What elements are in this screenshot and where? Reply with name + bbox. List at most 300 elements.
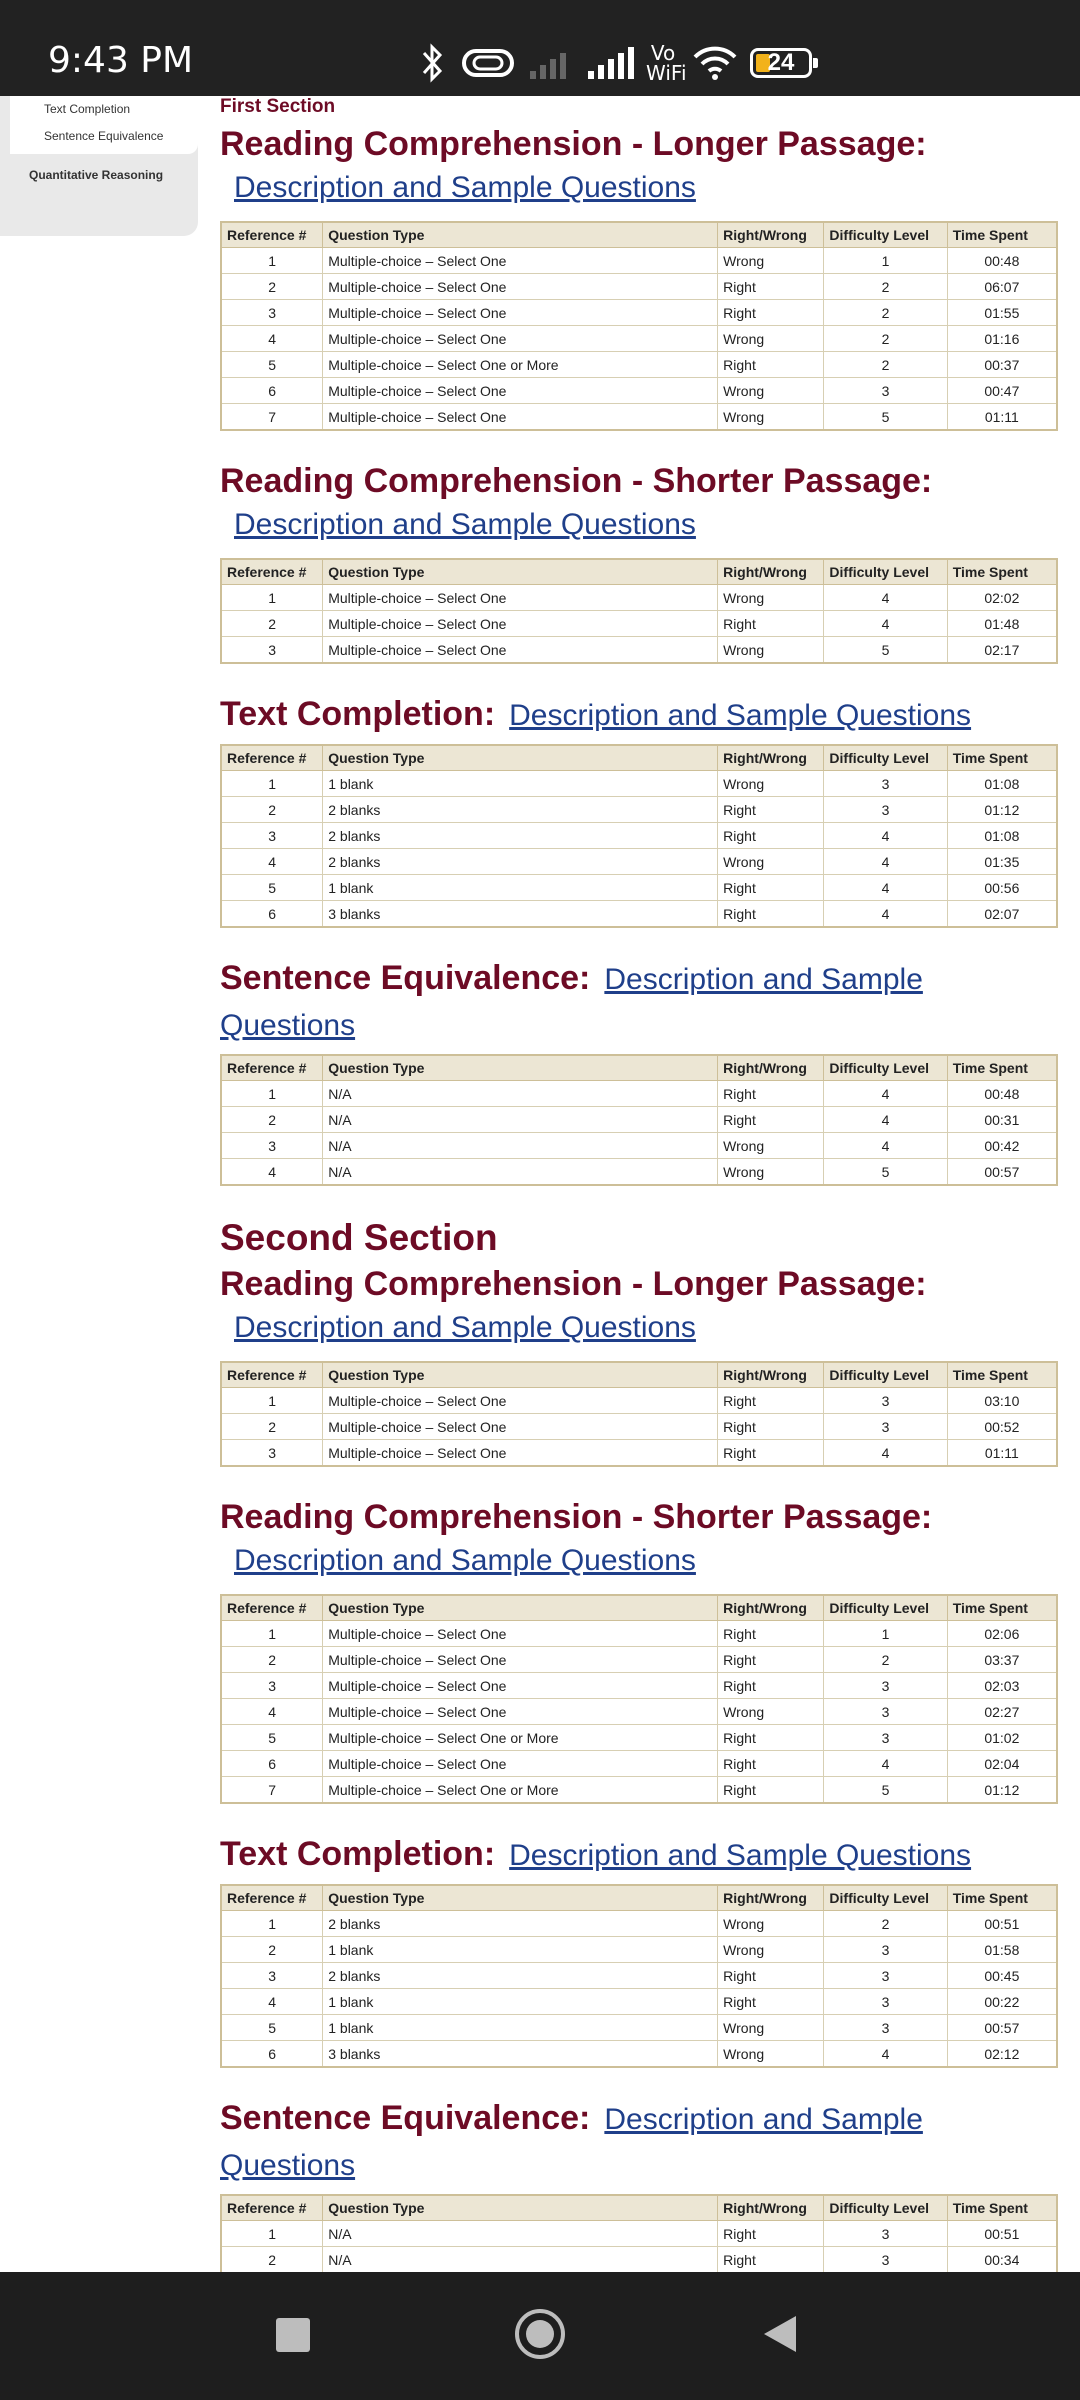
table-cell: 4 — [221, 849, 323, 875]
column-header: Difficulty Level — [824, 745, 947, 771]
table-cell: 00:56 — [947, 875, 1057, 901]
sidebar-item-text-completion[interactable]: Text Completion — [44, 102, 131, 116]
table-cell: 6 — [221, 378, 323, 404]
table-cell: 5 — [824, 1777, 947, 1804]
description-link[interactable]: Description and Sample Questions — [220, 963, 923, 1042]
table-cell: Right — [718, 611, 824, 637]
table-row — [221, 1777, 1057, 1804]
table-cell: 7 — [221, 1777, 323, 1804]
table-cell: 4 — [824, 2041, 947, 2068]
table-cell: 02:07 — [947, 901, 1057, 928]
table-cell: N/A — [323, 2221, 718, 2247]
table-row — [221, 1647, 1057, 1673]
table-cell: Right — [718, 1107, 824, 1133]
table-cell: 4 — [824, 611, 947, 637]
table-cell: 3 blanks — [323, 901, 718, 928]
description-link[interactable]: Description and Sample Questions — [234, 1311, 696, 1344]
table-cell: 00:45 — [947, 1963, 1057, 1989]
table-cell: 1 — [221, 1911, 323, 1937]
table-cell: Right — [718, 300, 824, 326]
table-cell: 2 — [221, 1414, 323, 1440]
table-cell: Right — [718, 1673, 824, 1699]
table-cell: 01:58 — [947, 1937, 1057, 1963]
table-cell: 01:55 — [947, 300, 1057, 326]
results-table — [220, 1054, 1058, 1186]
table-cell: Right — [718, 2247, 824, 2273]
table-cell: 2 — [221, 2247, 323, 2273]
table-cell: 01:08 — [947, 823, 1057, 849]
table-cell: 00:48 — [947, 248, 1057, 274]
table-cell: Right — [718, 1989, 824, 2015]
table-cell: 02:02 — [947, 585, 1057, 611]
group-title: Reading Comprehension - Longer Passage: — [220, 1265, 927, 1303]
status-icons — [418, 40, 812, 86]
column-header: Time Spent — [947, 559, 1057, 585]
signal-icon-sim2 — [528, 43, 574, 83]
column-header: Reference # — [221, 1595, 323, 1621]
group-title: Reading Comprehension - Shorter Passage: — [220, 1498, 933, 1536]
table-cell: Multiple-choice – Select One — [323, 248, 718, 274]
table-cell: 00:57 — [947, 2015, 1057, 2041]
table-cell: 1 — [221, 1081, 323, 1107]
table-cell: 4 — [824, 1107, 947, 1133]
table-cell: 2 — [221, 797, 323, 823]
table-cell: 2 blanks — [323, 1963, 718, 1989]
battery-icon — [750, 48, 812, 78]
link-line — [220, 1306, 1060, 1355]
table-cell: 2 blanks — [323, 823, 718, 849]
table-row — [221, 611, 1057, 637]
table-cell: Right — [718, 875, 824, 901]
table-cell: Right — [718, 1388, 824, 1414]
table-cell: 5 — [221, 875, 323, 901]
table-cell: Multiple-choice – Select One — [323, 326, 718, 352]
table-cell: 1 — [221, 771, 323, 797]
description-link[interactable]: Description and Sample Questions — [509, 1839, 972, 1872]
table-row — [221, 1963, 1057, 1989]
column-header: Time Spent — [947, 745, 1057, 771]
table-row — [221, 2221, 1057, 2247]
spacer — [220, 1467, 1060, 1495]
score-report-content — [220, 96, 1060, 2354]
table-cell: 3 — [824, 378, 947, 404]
table-cell: 00:34 — [947, 2247, 1057, 2273]
table-cell: 3 — [824, 2221, 947, 2247]
results-table — [220, 1361, 1058, 1467]
table-cell: Multiple-choice – Select One — [323, 585, 718, 611]
table-cell: 01:08 — [947, 771, 1057, 797]
table-cell: Wrong — [718, 849, 824, 875]
column-header: Right/Wrong — [718, 1362, 824, 1388]
column-header: Question Type — [323, 1362, 718, 1388]
table-cell: 00:42 — [947, 1133, 1057, 1159]
table-cell: 02:17 — [947, 637, 1057, 664]
table-cell: Multiple-choice – Select One — [323, 378, 718, 404]
table-header-row — [221, 2195, 1057, 2221]
table-row — [221, 1081, 1057, 1107]
table-cell: 3 — [824, 1937, 947, 1963]
results-table — [220, 221, 1058, 431]
table-cell: Wrong — [718, 771, 824, 797]
table-cell: Multiple-choice – Select One — [323, 1751, 718, 1777]
sidebar-item-sentence-equivalence[interactable]: Sentence Equivalence — [44, 129, 164, 143]
column-header: Time Spent — [947, 222, 1057, 248]
table-row — [221, 1937, 1057, 1963]
table-row — [221, 248, 1057, 274]
table-cell: 3 — [824, 2015, 947, 2041]
spacer — [220, 431, 1060, 459]
table-cell: 4 — [824, 1751, 947, 1777]
table-cell: 6 — [221, 2041, 323, 2068]
table-cell: 3 — [824, 2247, 947, 2273]
table-cell: Wrong — [718, 2041, 824, 2068]
table-cell: Right — [718, 797, 824, 823]
column-header: Reference # — [221, 222, 323, 248]
table-cell: 3 — [221, 823, 323, 849]
table-cell: Right — [718, 1751, 824, 1777]
table-row — [221, 1699, 1057, 1725]
table-cell: 01:02 — [947, 1725, 1057, 1751]
table-cell: 01:12 — [947, 1777, 1057, 1804]
table-cell: Multiple-choice – Select One — [323, 1699, 718, 1725]
table-cell: 5 — [221, 1725, 323, 1751]
table-row — [221, 585, 1057, 611]
table-cell: 3 blanks — [323, 2041, 718, 2068]
column-header: Right/Wrong — [718, 2195, 824, 2221]
table-row — [221, 2247, 1057, 2273]
table-cell: 3 — [221, 1673, 323, 1699]
table-cell: Wrong — [718, 1911, 824, 1937]
column-header: Reference # — [221, 1362, 323, 1388]
table-cell: Wrong — [718, 2015, 824, 2041]
table-cell: 2 — [221, 274, 323, 300]
table-header-row — [221, 559, 1057, 585]
table-cell: Multiple-choice – Select One or More — [323, 352, 718, 378]
section-title: Second Section — [220, 1217, 498, 1258]
sidebar-item-quantitative-reasoning[interactable]: Quantitative Reasoning — [29, 168, 164, 182]
table-cell: 1 — [221, 585, 323, 611]
table-cell: 1 blank — [323, 875, 718, 901]
group-title: Reading Comprehension - Longer Passage: — [220, 125, 927, 163]
column-header: Difficulty Level — [824, 1362, 947, 1388]
table-cell: 00:37 — [947, 352, 1057, 378]
table-cell: 1 blank — [323, 1989, 718, 2015]
table-row — [221, 1133, 1057, 1159]
table-cell: 01:48 — [947, 611, 1057, 637]
table-row — [221, 1673, 1057, 1699]
table-cell: Right — [718, 901, 824, 928]
table-cell: 2 — [221, 1647, 323, 1673]
table-row — [221, 1388, 1057, 1414]
table-header-row — [221, 1595, 1057, 1621]
table-row — [221, 2041, 1057, 2068]
column-header: Reference # — [221, 1055, 323, 1081]
table-cell: 2 — [824, 326, 947, 352]
column-header: Question Type — [323, 2195, 718, 2221]
table-cell: 1 blank — [323, 2015, 718, 2041]
description-link[interactable]: Description and Sample Questions — [220, 2103, 923, 2182]
table-cell: 5 — [221, 352, 323, 378]
table-cell: 2 blanks — [323, 1911, 718, 1937]
column-header: Time Spent — [947, 1595, 1057, 1621]
table-cell: 3 — [824, 1963, 947, 1989]
table-cell: 3 — [221, 1963, 323, 1989]
data-saver-icon — [460, 43, 516, 83]
column-header: Right/Wrong — [718, 222, 824, 248]
table-row — [221, 352, 1057, 378]
table-cell: 5 — [824, 1159, 947, 1186]
vowifi-label: Vo WiFi — [646, 41, 687, 85]
table-cell: Wrong — [718, 585, 824, 611]
table-cell: N/A — [323, 1081, 718, 1107]
table-cell: 4 — [221, 1159, 323, 1186]
table-cell: 02:06 — [947, 1621, 1057, 1647]
table-cell: 5 — [824, 637, 947, 664]
table-header-row — [221, 222, 1057, 248]
spacer — [220, 1186, 1060, 1214]
table-row — [221, 637, 1057, 664]
table-cell: 02:03 — [947, 1673, 1057, 1699]
table-cell: Wrong — [718, 248, 824, 274]
table-cell: 4 — [824, 875, 947, 901]
table-cell: Right — [718, 274, 824, 300]
table-cell: 5 — [221, 2015, 323, 2041]
column-header: Reference # — [221, 1885, 323, 1911]
table-cell: 1 blank — [323, 771, 718, 797]
column-header: Right/Wrong — [718, 1885, 824, 1911]
table-cell: Multiple-choice – Select One — [323, 300, 718, 326]
table-row — [221, 1621, 1057, 1647]
table-cell: Right — [718, 1725, 824, 1751]
table-cell: 3 — [824, 1388, 947, 1414]
table-cell: 3 — [221, 637, 323, 664]
table-cell: Right — [718, 1963, 824, 1989]
battery-level: 24 — [767, 49, 795, 76]
description-link[interactable]: Description and Sample Questions — [234, 171, 696, 204]
table-cell: N/A — [323, 2247, 718, 2273]
table-row — [221, 1989, 1057, 2015]
column-header: Right/Wrong — [718, 1055, 824, 1081]
table-cell: 00:51 — [947, 2221, 1057, 2247]
table-cell: Multiple-choice – Select One — [323, 404, 718, 431]
table-cell: 5 — [824, 404, 947, 431]
table-cell: Multiple-choice – Select One — [323, 1621, 718, 1647]
table-cell: Multiple-choice – Select One — [323, 1388, 718, 1414]
table-cell: 2 — [221, 1107, 323, 1133]
table-cell: Right — [718, 1647, 824, 1673]
group-title: Text Completion: — [220, 695, 496, 733]
spacer — [220, 1804, 1060, 1832]
column-header: Reference # — [221, 559, 323, 585]
table-row — [221, 823, 1057, 849]
column-header: Reference # — [221, 2195, 323, 2221]
table-cell: 3 — [824, 1414, 947, 1440]
table-cell: 00:31 — [947, 1107, 1057, 1133]
table-cell: Multiple-choice – Select One — [323, 1673, 718, 1699]
table-cell: 02:04 — [947, 1751, 1057, 1777]
table-row — [221, 1911, 1057, 1937]
group-title: Sentence Equivalence: — [220, 959, 591, 997]
table-cell: 2 — [221, 1937, 323, 1963]
column-header: Reference # — [221, 745, 323, 771]
description-link[interactable]: Description and Sample Questions — [234, 508, 696, 541]
table-cell: 03:37 — [947, 1647, 1057, 1673]
table-row — [221, 300, 1057, 326]
table-row — [221, 1107, 1057, 1133]
table-cell: 3 — [824, 1989, 947, 2015]
sidebar — [0, 96, 198, 236]
column-header: Difficulty Level — [824, 2195, 947, 2221]
table-cell: 4 — [824, 1081, 947, 1107]
table-cell: Wrong — [718, 1159, 824, 1186]
spacer — [220, 664, 1060, 692]
table-header-row — [221, 745, 1057, 771]
table-cell: 3 — [824, 1699, 947, 1725]
column-header: Question Type — [323, 745, 718, 771]
table-cell: 01:12 — [947, 797, 1057, 823]
table-cell: 2 blanks — [323, 797, 718, 823]
table-cell: 1 — [221, 1388, 323, 1414]
table-cell: 1 blank — [323, 1937, 718, 1963]
column-header: Time Spent — [947, 2195, 1057, 2221]
table-cell: Right — [718, 1777, 824, 1804]
table-cell: 00:22 — [947, 1989, 1057, 2015]
table-cell: 1 — [221, 248, 323, 274]
table-cell: N/A — [323, 1107, 718, 1133]
table-cell: 4 — [221, 1989, 323, 2015]
group-heading — [220, 1832, 1060, 1878]
results-table — [220, 1594, 1058, 1804]
table-cell: 3 — [221, 1440, 323, 1467]
table-cell: 3 — [824, 797, 947, 823]
table-cell: 3 — [824, 771, 947, 797]
column-header: Question Type — [323, 1055, 718, 1081]
table-cell: 00:57 — [947, 1159, 1057, 1186]
table-cell: Right — [718, 1081, 824, 1107]
table-row — [221, 849, 1057, 875]
table-cell: 1 — [221, 2221, 323, 2247]
table-cell: 00:47 — [947, 378, 1057, 404]
description-link[interactable]: Description and Sample Questions — [234, 1544, 696, 1577]
table-cell: Wrong — [718, 637, 824, 664]
table-cell: Right — [718, 823, 824, 849]
back-button[interactable] — [764, 2316, 796, 2352]
results-table — [220, 1884, 1058, 2068]
group-heading — [220, 2096, 1060, 2188]
table-cell: 1 — [221, 1621, 323, 1647]
home-button[interactable] — [515, 2309, 565, 2359]
section-title: First Section — [220, 96, 336, 117]
table-cell: 03:10 — [947, 1388, 1057, 1414]
table-cell: 4 — [824, 585, 947, 611]
description-link[interactable]: Description and Sample Questions — [509, 699, 972, 732]
table-cell: 4 — [824, 901, 947, 928]
table-row — [221, 901, 1057, 928]
table-cell: 4 — [824, 849, 947, 875]
spacer — [220, 928, 1060, 956]
table-cell: 4 — [824, 1440, 947, 1467]
table-cell: Multiple-choice – Select One — [323, 611, 718, 637]
group-title: Text Completion: — [220, 1835, 496, 1873]
table-cell: 3 — [221, 300, 323, 326]
table-cell: Multiple-choice – Select One — [323, 637, 718, 664]
column-header: Difficulty Level — [824, 1885, 947, 1911]
table-cell: 01:11 — [947, 404, 1057, 431]
table-row — [221, 404, 1057, 431]
table-cell: 2 — [824, 300, 947, 326]
signal-icon-sim1 — [586, 43, 634, 83]
column-header: Difficulty Level — [824, 1055, 947, 1081]
table-cell: N/A — [323, 1133, 718, 1159]
column-header: Question Type — [323, 222, 718, 248]
table-cell: 2 — [824, 352, 947, 378]
table-cell: 1 — [824, 1621, 947, 1647]
table-row — [221, 326, 1057, 352]
table-cell: Multiple-choice – Select One or More — [323, 1725, 718, 1751]
table-cell: 01:35 — [947, 849, 1057, 875]
table-cell: Multiple-choice – Select One — [323, 1440, 718, 1467]
table-cell: 00:48 — [947, 1081, 1057, 1107]
column-header: Difficulty Level — [824, 1595, 947, 1621]
table-cell: 3 — [221, 1133, 323, 1159]
table-cell: Wrong — [718, 1133, 824, 1159]
table-cell: Wrong — [718, 326, 824, 352]
table-row — [221, 1159, 1057, 1186]
table-cell: 4 — [221, 1699, 323, 1725]
table-cell: 4 — [824, 1133, 947, 1159]
table-row — [221, 1725, 1057, 1751]
wifi-icon — [692, 43, 738, 83]
table-cell: Wrong — [718, 1699, 824, 1725]
table-cell: 2 — [221, 611, 323, 637]
table-cell: Multiple-choice – Select One — [323, 274, 718, 300]
link-line — [220, 503, 1060, 552]
table-row — [221, 1414, 1057, 1440]
link-line — [220, 1539, 1060, 1588]
column-header: Right/Wrong — [718, 559, 824, 585]
table-cell: 00:52 — [947, 1414, 1057, 1440]
table-cell: Right — [718, 1414, 824, 1440]
table-cell: 1 — [824, 248, 947, 274]
table-cell: 3 — [824, 1673, 947, 1699]
column-header: Question Type — [323, 559, 718, 585]
table-cell: 7 — [221, 404, 323, 431]
table-cell: N/A — [323, 1159, 718, 1186]
table-cell: 00:51 — [947, 1911, 1057, 1937]
bluetooth-icon — [418, 43, 448, 83]
table-row — [221, 2015, 1057, 2041]
column-header: Right/Wrong — [718, 1595, 824, 1621]
table-cell: 4 — [824, 823, 947, 849]
column-header: Right/Wrong — [718, 745, 824, 771]
table-cell: Right — [718, 1440, 824, 1467]
status-bar — [0, 0, 1080, 96]
recents-button[interactable] — [276, 2318, 310, 2352]
table-cell: 4 — [221, 326, 323, 352]
column-header: Time Spent — [947, 1885, 1057, 1911]
group-title: Sentence Equivalence: — [220, 2099, 591, 2137]
clock: 9:43 PM — [48, 40, 194, 81]
table-cell: Right — [718, 1621, 824, 1647]
column-header: Time Spent — [947, 1362, 1057, 1388]
spacer — [220, 2068, 1060, 2096]
sidebar-submenu — [10, 96, 198, 154]
table-cell: Multiple-choice – Select One — [323, 1647, 718, 1673]
results-table — [220, 744, 1058, 928]
table-row — [221, 1751, 1057, 1777]
table-cell: 06:07 — [947, 274, 1057, 300]
table-cell: Wrong — [718, 1937, 824, 1963]
